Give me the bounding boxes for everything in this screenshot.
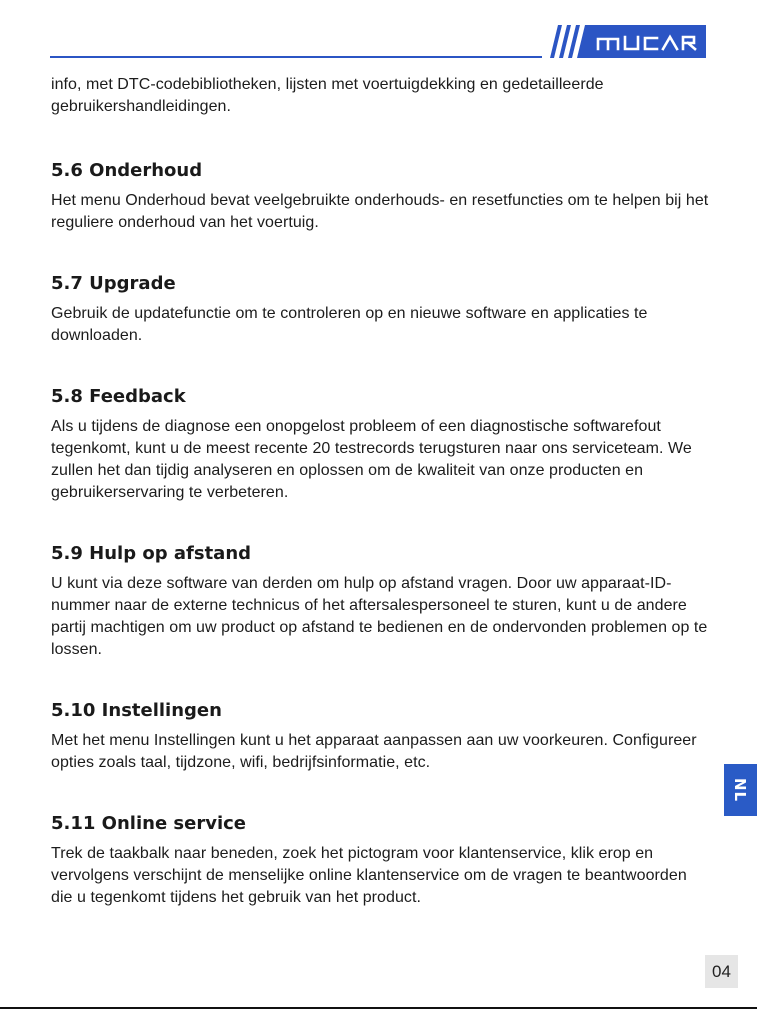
section-body: Gebruik de updatefunctie om te controleren op en nieuwe software en applicaties te downloaden. bbox=[51, 305, 648, 344]
section-title: 5.7 Upgrade bbox=[51, 273, 176, 294]
section-title: 5.8 Feedback bbox=[51, 386, 186, 407]
section-title: 5.6 Onderhoud bbox=[51, 160, 203, 181]
section-title: 5.9 Hulp op afstand bbox=[51, 543, 252, 564]
header-rule bbox=[50, 56, 542, 58]
section-instellingen bbox=[51, 699, 711, 774]
intro-paragraph: info, met DTC-codebibliotheken, lijsten met voertuigdekking en gedetailleerde gebruikershandleidingen. bbox=[51, 76, 604, 115]
section-hulp-op-afstand bbox=[51, 542, 711, 661]
section-body: Trek de taakbalk naar beneden, zoek het pictogram voor klantenservice, klik erop en vervolgens verschijnt de menselijke online klantenservice om de vragen te beantwoorden die u tegenkomt tijdens het gebruik van het product. bbox=[51, 845, 687, 906]
page-content bbox=[51, 74, 711, 909]
section-feedback bbox=[51, 385, 711, 504]
section-title: 5.11 Online service bbox=[51, 813, 247, 834]
section-online-service bbox=[51, 812, 711, 909]
section-title: 5.10 Instellingen bbox=[51, 700, 222, 721]
section-body: Met het menu Instellingen kunt u het apparaat aanpassen aan uw voorkeuren. Configureer opties zoals taal, tijdzone, wifi, bedrijfsinformatie, etc. bbox=[51, 732, 697, 771]
section-body: Het menu Onderhoud bevat veelgebruikte onderhouds- en resetfuncties om te helpen bij het reguliere onderhoud van het voertuig. bbox=[51, 192, 709, 231]
page-number: 04 bbox=[705, 955, 738, 988]
section-body: Als u tijdens de diagnose een onopgelost probleem of een diagnostische softwarefout tegenkomt, kunt u de meest recente 20 testrecords terugsturen naar ons serviceteam. We zullen het dan tijdig analyseren en oplossen om de kwaliteit van onze producten en gebruikerservaring te verbeteren. bbox=[51, 418, 692, 501]
section-body: U kunt via deze software van derden om hulp op afstand vragen. Door uw apparaat-ID-nummer naar de externe technicus of het aftersalespersoneel te sturen, kunt u de andere partij machtigen om uw product op afstand te bedienen en de ondervonden problemen op te lossen. bbox=[51, 575, 708, 658]
language-tab-label: NL bbox=[731, 777, 750, 803]
section-onderhoud bbox=[51, 159, 711, 234]
language-tab bbox=[724, 764, 757, 816]
section-upgrade bbox=[51, 272, 711, 347]
brand-logo bbox=[542, 25, 706, 58]
